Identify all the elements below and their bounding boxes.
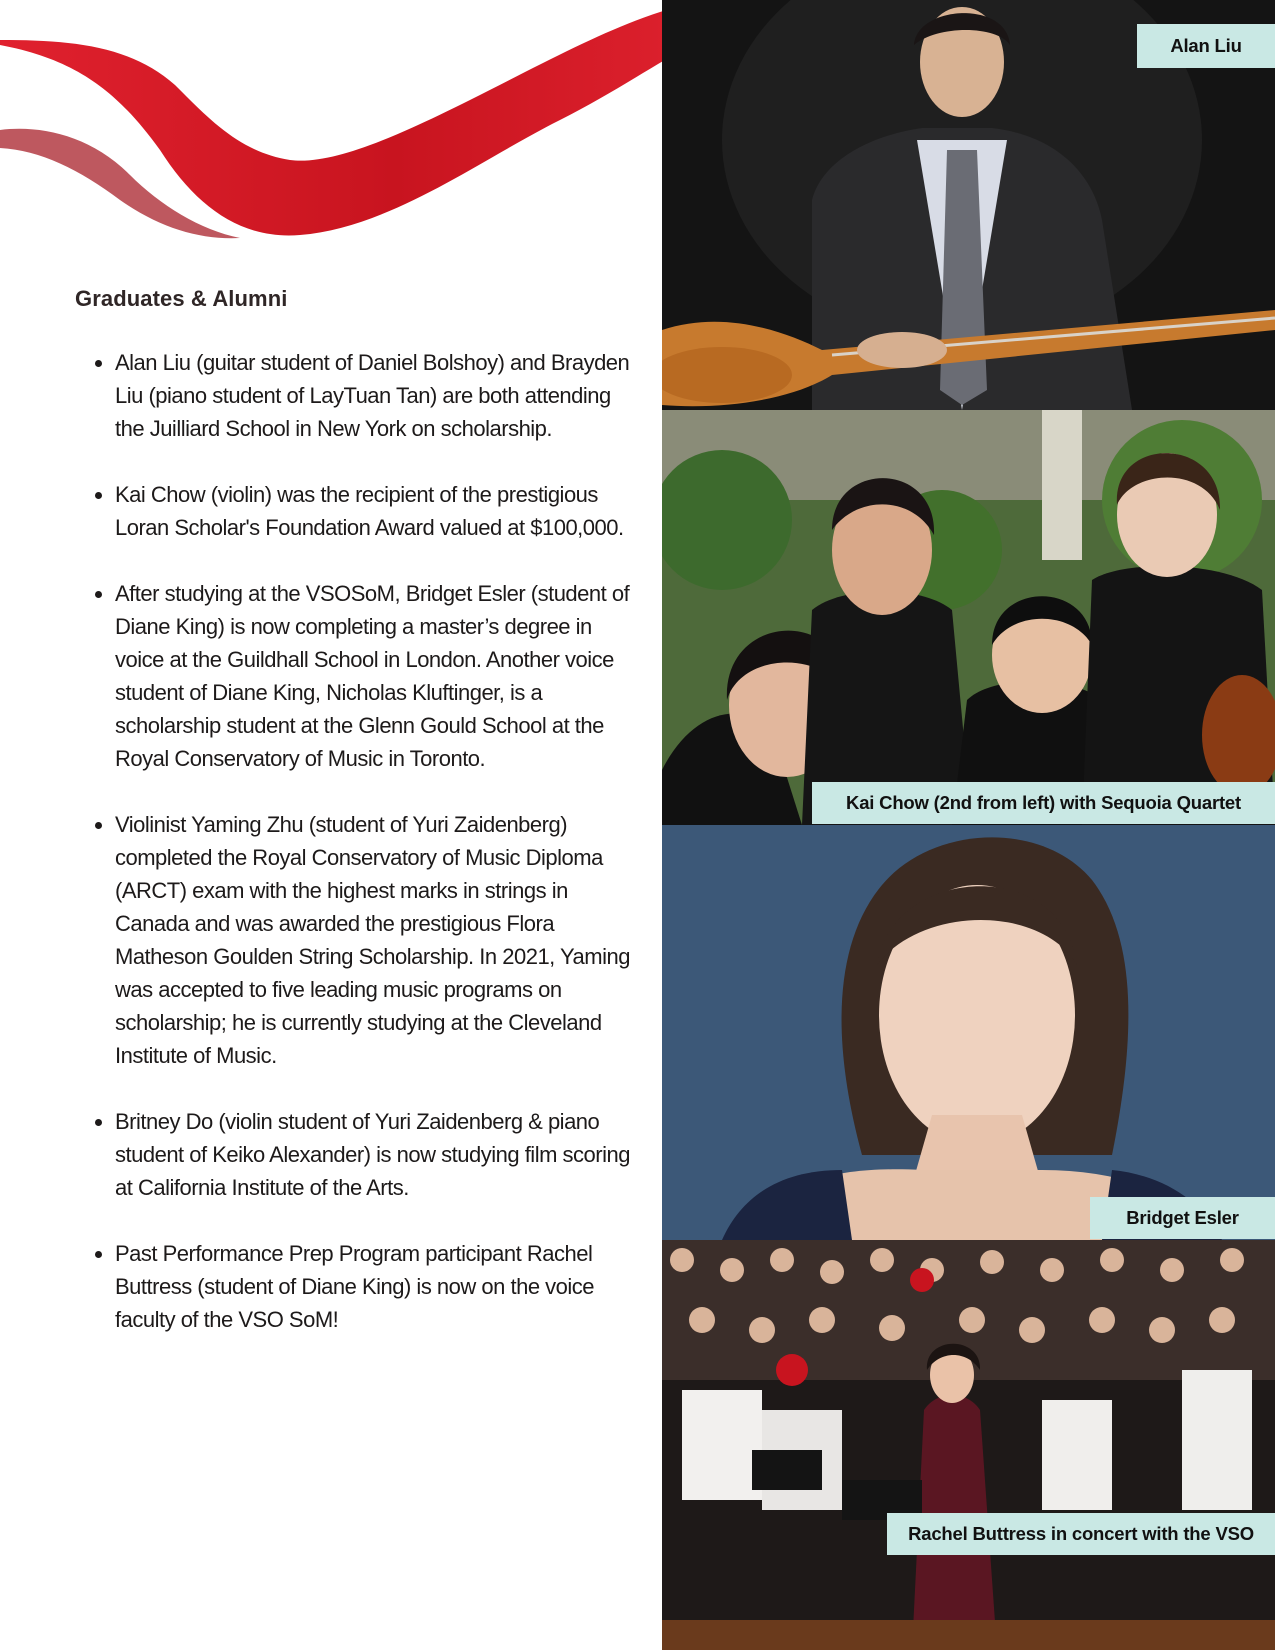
photo-caption: Bridget Esler — [1090, 1197, 1275, 1239]
photo-caption: Rachel Buttress in concert with the VSO — [887, 1513, 1275, 1555]
photo-sequoia-quartet — [662, 410, 1275, 825]
photo-alan-liu — [662, 0, 1275, 410]
section-heading: Graduates & Alumni — [75, 286, 288, 311]
photo-caption: Kai Chow (2nd from left) with Sequoia Quartet — [812, 782, 1275, 824]
alumni-list — [90, 346, 645, 1369]
list-item: • Kai Chow (violin) was the recipient of the prestigious Loran Scholar's Foundation Award valued at $100,000. — [115, 478, 645, 544]
photo-rachel-buttress-concert — [662, 1240, 1275, 1650]
list-item: • Past Performance Prep Program participant Rachel Buttress (student of Diane King) is now on the voice faculty of the VSO SoM! — [115, 1237, 645, 1336]
list-item: • Britney Do (violin student of Yuri Zaidenberg & piano student of Keiko Alexander) is now studying film scoring at California Institute of the Arts. — [115, 1105, 645, 1204]
list-item: • Violinist Yaming Zhu (student of Yuri Zaidenberg) completed the Royal Conservatory of Music Diploma (ARCT) exam with the highest marks in strings in Canada and was awarded the prestigious Flora Matheson Goulden String Scholarship. In 2021, Yaming was accepted to five leading music programs on scholarship; he is currently studying at the Cleveland Institute of Music. — [115, 808, 645, 1072]
photo-caption: Alan Liu — [1137, 24, 1275, 68]
list-item: • Alan Liu (guitar student of Daniel Bolshoy) and Brayden Liu (piano student of LayTuan Tan) are both attending the Juilliard School in New York on scholarship. — [115, 346, 645, 445]
list-item: • After studying at the VSOSoM, Bridget Esler (student of Diane King) is now completing a master’s degree in voice at the Guildhall School in London. Another voice student of Diane King, Nicholas Kluftinger, is a scholarship student at the Glenn Gould School at the Royal Conservatory of Music in Toronto. — [115, 577, 645, 775]
photo-bridget-esler — [662, 825, 1275, 1240]
